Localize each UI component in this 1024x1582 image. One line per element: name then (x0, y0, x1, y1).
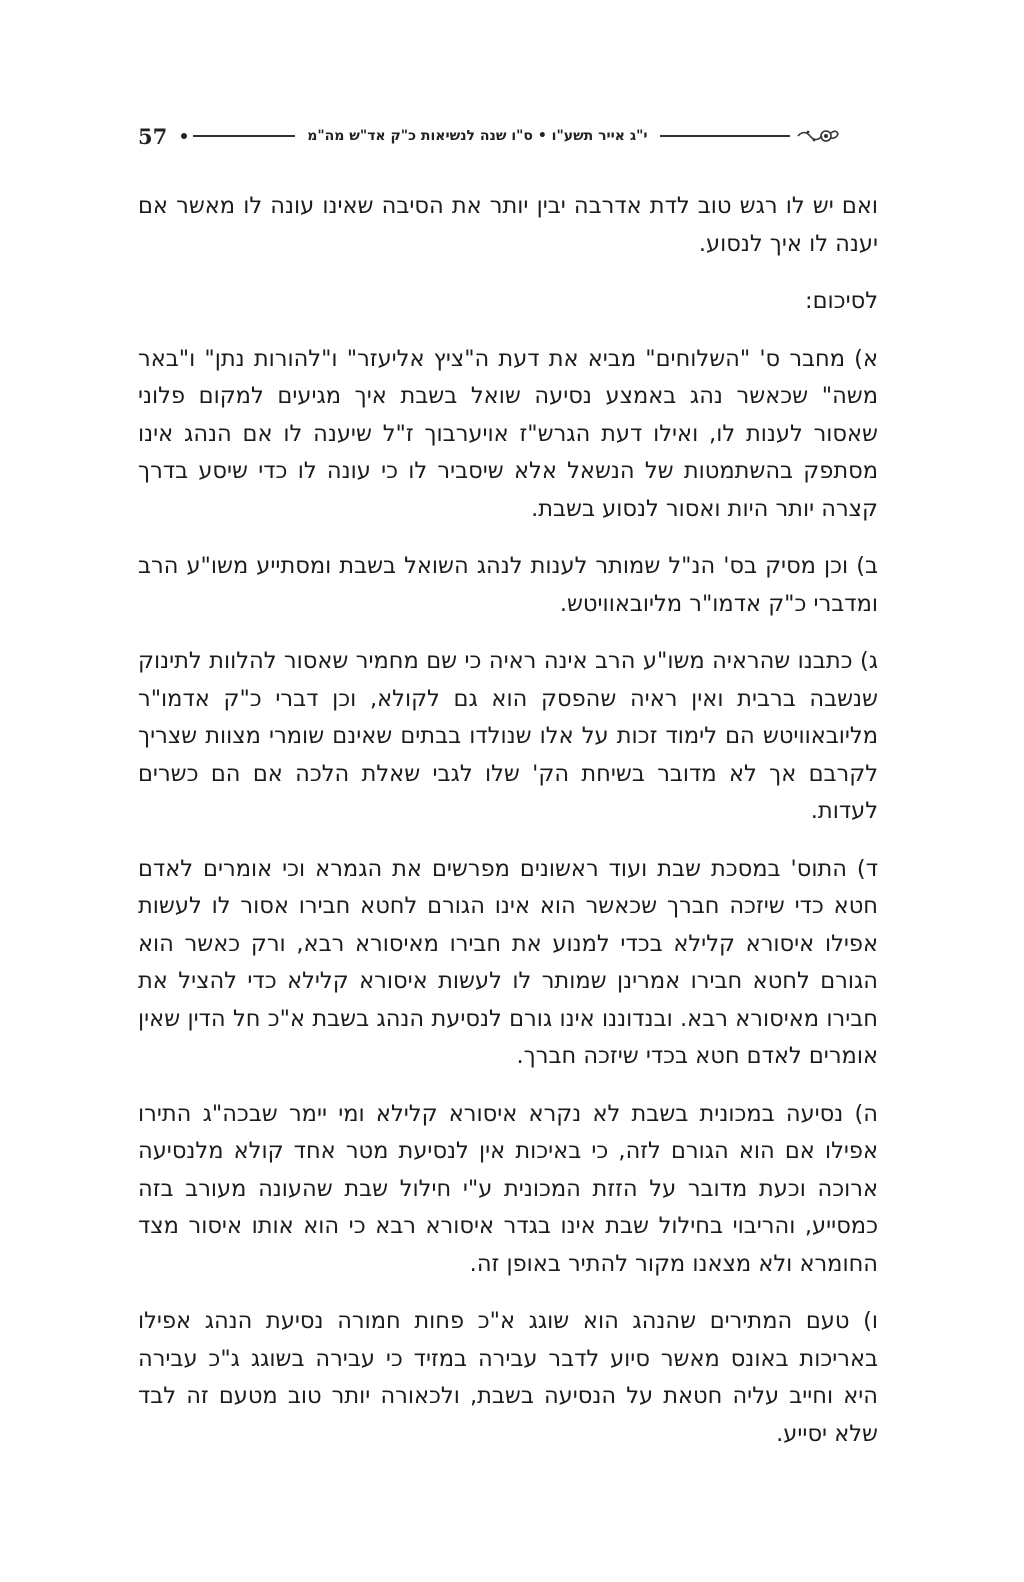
summary-point-d: ד) התוס' במסכת שבת ועוד ראשונים מפרשים את הגמרא וכי אומרים לאדם חטא כדי שיזכה חברך שכאשר הוא אינו הגורם לחטא חבירו אסור לו לעשות אפילו איסורא קלילא בכדי למנוע את חבירו מאיסורא רבא, ורק כאשר הוא הגורם לחטא חבירו אמרינן שמותר לו לעשות איסורא קלילא כדי להציל את חבירו מאיסורא רבא. ובנדוננו אינו גורם לנסיעת הנהג בשבת א"כ חל הדין שאין אומרים לאדם חטא בכדי שיזכה חברך. (138, 855, 878, 1069)
header-rule-right (660, 135, 790, 137)
summary-point-b: ב) וכן מסיק בס' הנ"ל שמותר לענות לנהג השואל בשבת ומסתייע משו"ע הרב ומדברי כ"ק אדמו"ר מליובאוויטש. (138, 553, 878, 617)
summary-point-e: ה) נסיעה במכונית בשבת לא נקרא איסורא קלילא ומי יימר שבכה"ג התירו אפילו אם הוא הגורם לזה, כי באיכות אין לנסיעת מטר אחד קולא מלנסיעה ארוכה וכעת מדובר על הזזת המכונית ע"י חילול שבת שהעונה מעורב בזה כמסייע, והריבוי בחילול שבת אינו בגדר איסורא רבא כי הוא אותו איסור מצד החומרא ולא מצאנו מקור להתיר באופן זה. (138, 1100, 878, 1277)
intro-paragraph: ואם יש לו רגש טוב לדת אדרבה יבין יותר את הסיבה שאינו עונה לו מאשר אם יענה לו איך לנסוע. (138, 193, 878, 257)
summary-point-c: ג) כתבנו שהראיה משו"ע הרב אינה ראיה כי שם מחמיר שאסור להלוות לתינוק שנשבה ברבית ואין ראיה שהפסק הוא גם לקולא, וכן דברי כ"ק אדמו"ר מליובאוויטש הם לימוד זכות על אלו שנולדו בבתים שאינם שומרי מצוות שצריך לקרבם אך לא מדובר בשיחת הק' שלו לגבי שאלת הלכה אם הם כשרים לעדות. (138, 648, 878, 824)
ornament-icon (796, 125, 840, 147)
page-number: 57 (138, 123, 168, 149)
running-header (138, 118, 878, 154)
header-rule-left (193, 135, 295, 137)
page-body (138, 188, 878, 1473)
summary-point-f: ו) טעם המתירים שהנהג הוא שוגג א"כ פחות חמורה נסיעת הנהג אפילו באריכות באונס מאשר סיוע לדבר עבירה במזיד כי עבירה בשוגג ג"כ עבירה היא וחייב עליה חטאת על הנסיעה בשבת, ולכאורה יותר טוב מטעם זה לבד שלא יסייע. (138, 1308, 878, 1447)
header-dot-left (181, 133, 187, 139)
summary-heading: לסיכום: (805, 288, 878, 314)
running-title: י"ג אייר תשע"ו • ס"ו שנה לנשיאות כ"ק אד"ש מה"מ (307, 128, 648, 144)
summary-point-a: א) מחבר ס' "השלוחים" מביא את דעת ה"ציץ אליעזר" ו"להורות נתן" ו"באר משה" שכאשר נהג באמצע נסיעה שואל בשבת איך מגיעים למקום פלוני שאסור לענות לו, ואילו דעת הגרש"ז אויערבוך ז"ל שיענה לו אם הנהג אינו מסתפק בהשתמטות של הנשאל אלא שיסביר לו כי עונה לו כדי שיסע בדרך קצרה יותר היות ואסור לנסוע בשבת. (138, 345, 878, 522)
